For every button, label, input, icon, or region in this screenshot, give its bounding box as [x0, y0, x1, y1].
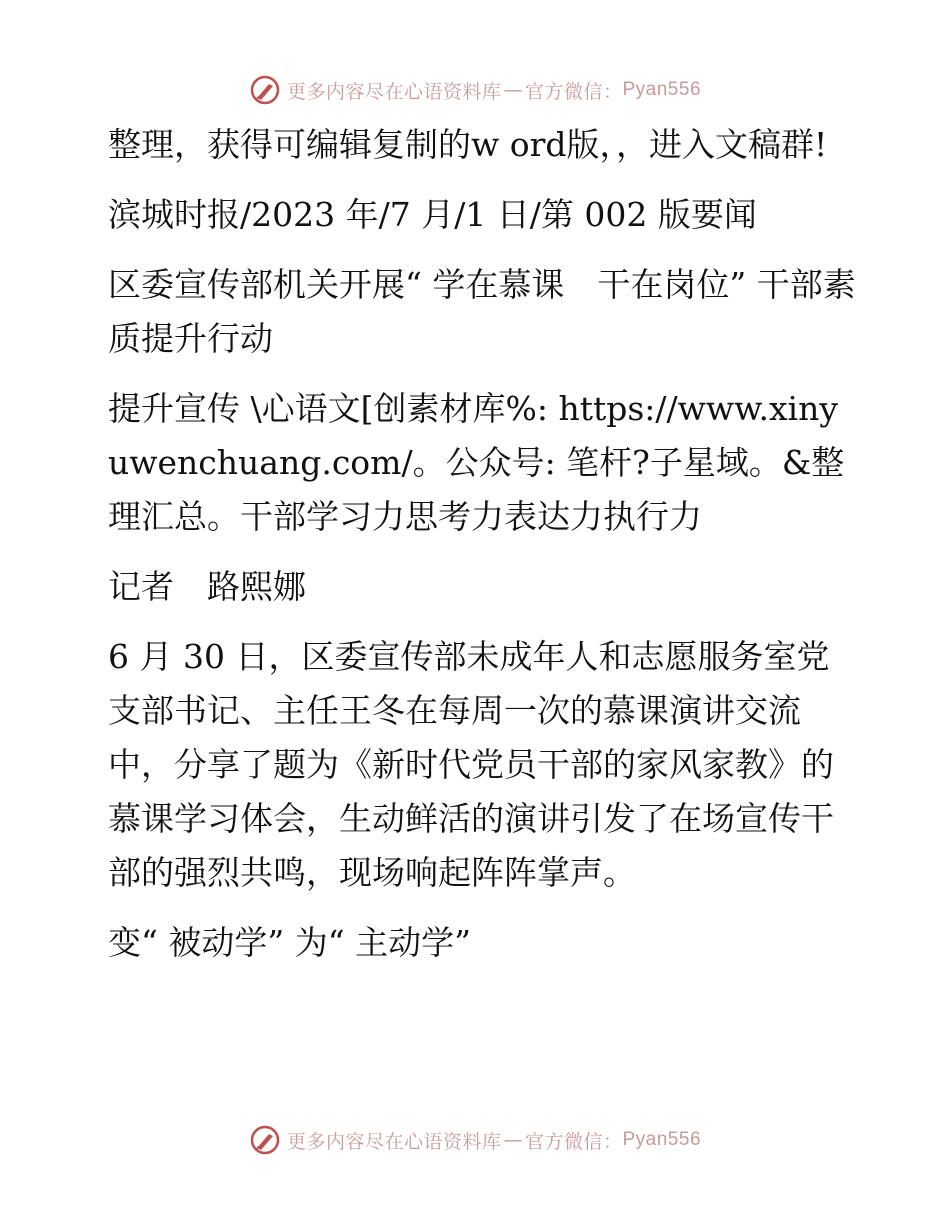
header-watermark-banner	[0, 72, 950, 108]
document-body	[96, 118, 856, 986]
banner-text: 更多内容尽在心语资料库	[286, 1130, 502, 1153]
reporter-byline: 记者 路熙娜	[108, 567, 306, 606]
pen-circle-logo-icon	[249, 74, 281, 106]
banner-separator: —	[503, 79, 523, 101]
body-paragraph: 6 月 30 日，区委宣传部未成年人和志愿服务室党支部书记、主任王冬在每周一次的慕课演讲交流中，分享了题为《新时代党员干部的家风家教》的慕课学习体会，生动鲜活的演讲引发了在场宣传干部的强烈共鸣，现场响起阵阵掌声。	[108, 637, 834, 892]
footer-watermark-banner	[0, 1122, 950, 1158]
banner-label: 官方微信：	[524, 80, 623, 103]
banner-text: 更多内容尽在心语资料库	[286, 80, 502, 103]
section-heading: 变“ 被动学” 为“ 主动学”	[108, 923, 471, 962]
newspaper-source-line: 滨城时报/2023 年/7 月/1 日/第 002 版要闻	[108, 195, 757, 234]
intro-paragraph: 整理，获得可编辑复制的w ord版，，进入文稿群!	[108, 125, 828, 164]
article-subheadline: 提升宣传 \心语文[创素材库%: https://www.xinyuwenchuang.com/。公众号: 笔杆?子星域。&整理汇总。干部学习力思考力表达力执行力	[108, 389, 845, 536]
banner-wechat-id: Pyan556	[622, 79, 702, 100]
banner-label: 官方微信：	[524, 1130, 623, 1153]
banner-wechat-id: Pyan556	[622, 1129, 702, 1150]
banner-separator: —	[503, 1129, 523, 1151]
article-headline: 区委宣传部机关开展“ 学在慕课 干在岗位” 干部素质提升行动	[108, 265, 856, 358]
pen-circle-logo-icon	[249, 1124, 281, 1156]
